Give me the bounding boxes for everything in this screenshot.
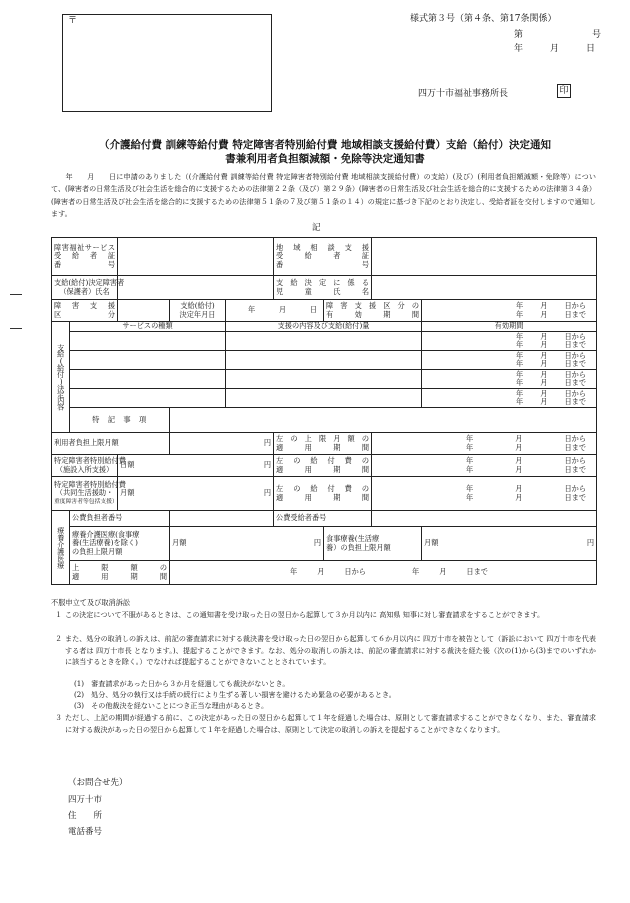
contact-city: 四万十市	[68, 795, 103, 805]
child-field[interactable]	[372, 276, 597, 300]
special-benefit2-field[interactable]: 月額 円	[118, 477, 274, 511]
validity-field[interactable]: 年 月 日から 年 月 日まで	[422, 300, 597, 322]
fold-mark	[10, 294, 22, 295]
medical-side-label: 療養介護医療	[52, 511, 70, 585]
address-box	[62, 14, 272, 112]
medical-limit-label: 療養介護医療(食事療 養(生活療養)を除く) の負担上限月額	[70, 527, 170, 561]
appeal-item-1: １ この決定について不服があるときは、この通知書を受け取った日の翌日から起算して３か月以内に 高知県 知事に対し審査請求をすることができます。	[55, 610, 545, 619]
consult-no-label: 地 域 相 談 支 援 受 給 者 証 番 号	[274, 238, 372, 276]
medical-limit-field[interactable]: 月額 円	[170, 527, 324, 561]
user-burden-label: 利用者負担上限月額	[52, 433, 170, 455]
row-special-benefit-facility	[52, 455, 597, 477]
appeal-heading: 不服申立て及び取消訴訟	[51, 598, 131, 607]
row-support-class	[52, 300, 597, 322]
decided-person-label: 支給(給付)決定障害者 （保護者）氏名	[52, 276, 118, 300]
child-label: 支給決定に係る 児 童 氏 名	[274, 276, 372, 300]
service-type-header: サービスの種類	[70, 322, 226, 332]
service-valid-field[interactable]: 年 月 日から 年 月 日まで	[422, 332, 597, 351]
service-detail-field[interactable]	[226, 332, 422, 351]
decision-content-side-label: 支給(給付)決定内容	[52, 322, 70, 433]
postal-mark: 〒	[68, 16, 78, 26]
service-type-field[interactable]	[70, 370, 226, 389]
appeal-sub-1: (1) 審査請求があった日から３か月を経過しても裁決がないとき。	[74, 679, 290, 688]
public-payer-label: 公費負担者番号	[70, 511, 170, 527]
service-detail-field[interactable]	[226, 370, 422, 389]
row-public-payer	[52, 511, 597, 527]
recipient-no-label: 障害福祉サービス 受 給 者 証 番 号	[52, 238, 118, 276]
service-detail-field[interactable]	[226, 389, 422, 408]
support-class-field[interactable]	[118, 300, 170, 322]
row-service-header	[52, 322, 597, 332]
contact-address-label: 住 所	[68, 811, 103, 821]
service-valid-field[interactable]: 年 月 日から 年 月 日まで	[422, 351, 597, 370]
public-payer-boxes[interactable]	[170, 511, 274, 527]
service-row	[52, 351, 597, 370]
meal-limit-field[interactable]: 月額 円	[422, 527, 597, 561]
issue-day: 日	[586, 44, 596, 54]
service-row	[52, 389, 597, 408]
row-recipient-numbers	[52, 238, 597, 276]
benefit2-period-field[interactable]: 年 月 日から 年 月 日まで	[372, 477, 597, 511]
notes-field[interactable]	[170, 408, 597, 433]
meal-limit-label: 食事療養(生活療 養）の負担上限月額	[324, 527, 422, 561]
recipient-no-boxes[interactable]	[118, 238, 274, 276]
special-benefit2-label: 特定障害者特別給付費 （共同生活援助・ 重度障害者等包括支援）	[52, 477, 118, 511]
row-user-burden	[52, 433, 597, 455]
special-benefit1-field[interactable]: 日額 円	[118, 455, 274, 477]
benefit2-period-label: 左 の 給 付 費 の 適 用 期 間	[274, 477, 372, 511]
benefit1-period-field[interactable]: 年 月 日から 年 月 日まで	[372, 455, 597, 477]
row-names	[52, 276, 597, 300]
fold-mark	[10, 328, 22, 329]
service-row	[52, 370, 597, 389]
form-number: 様式第３号（第４条、第17条関係）	[410, 14, 557, 24]
limit-apply-field[interactable]: 年 月 日から 年 月 日まで	[170, 561, 597, 585]
ki-heading: 記	[312, 223, 321, 233]
service-type-field[interactable]	[70, 351, 226, 370]
user-burden-field[interactable]: 円	[170, 433, 274, 455]
appeal-item-3: ３ ただし、上記の期間が経過する前に、この決定があった日の翌日から起算して１年を経過した場合は、原則として審査請求することができなくなり、また、審査請求に対する裁決があった日の翌日から起算して１年を経過した場合は、原則として決定の取消しの訴えを提起することができなくなります。	[55, 713, 596, 734]
issue-year: 年	[514, 44, 524, 54]
limit-period-label: 左の上限月額の 適 用 期 間	[274, 433, 372, 455]
service-valid-field[interactable]: 年 月 日から 年 月 日まで	[422, 370, 597, 389]
service-detail-header: 支援の内容及び支給(給付)量	[226, 322, 422, 332]
notes-label: 特 記 事 項	[70, 408, 170, 433]
limit-period-field[interactable]: 年 月 日から 年 月 日まで	[372, 433, 597, 455]
benefit1-period-label: 左 の 給 付 費 の 適 用 期 間	[274, 455, 372, 477]
document-title-line1: （介護給付費 訓練等給付費 特定障害者特別給付費 地域相談支援給付費）支給（給付）決定通知	[99, 139, 551, 151]
decided-person-field[interactable]	[118, 276, 274, 300]
service-row	[52, 332, 597, 351]
service-valid-field[interactable]: 年 月 日から 年 月 日まで	[422, 389, 597, 408]
appeal-sub-2: (2) 処分、処分の執行又は手続の続行により生ずる著しい損害を避けるため緊急の必要があるとき。	[74, 690, 396, 699]
validity-label: 障害支援区分の 有 効 期 間	[324, 300, 422, 322]
special-benefit1-label: 特定障害者特別給付費 （施設入所支援）	[52, 455, 118, 477]
document-title-line2: 書兼利用者負担額減額・免除等決定通知書	[225, 153, 425, 165]
public-recipient-boxes[interactable]	[372, 511, 597, 527]
limit-apply-label: 上 限 額 の 適 用 期 間	[70, 561, 170, 585]
appeal-item-2: ２ また、処分の取消しの訴えは、前記の審査請求に対する裁決書を受け取った日の翌日から起算して６か月以内に 四万十市を被告として（訴訟において 四万十市を代表する者は 四万十市長 となります。)、提起することができます。なお、処分の取消しの訴えは、前記の審査請求に対する裁決を経た後（次の(1)から(3)までのいずれかに該当するときを除く。）でなければ提起することができないこととされています。	[55, 634, 596, 666]
contact-phone-label: 電話番号	[68, 827, 103, 837]
service-type-field[interactable]	[70, 332, 226, 351]
decision-table	[51, 237, 597, 585]
row-limit-apply-period	[52, 561, 597, 585]
service-type-field[interactable]	[70, 389, 226, 408]
intro-paragraph: 年 月 日に申請のありました（(介護給付費 訓練等給付費 特定障害者特別給付費 地域相談支援給付費）の支給）(及び）(利用者負担額減額・免除等）について、(障害者の日常生活及び社会生活を総合的に支援するための法律第２２条（及び）第２９条）(障害者の日常生活及び社会生活を総合的に支援するための法律第３４条）(障害者の日常生活及び社会生活を総合的に支援するための法律第５１条の７及び第５１条の１４）の規定に基づき下記のとおり決定し、受給者証を交付しますので通知します。	[51, 172, 596, 219]
row-special-benefit-group	[52, 477, 597, 511]
issue-month: 月	[550, 44, 560, 54]
contact-heading: （お問合せ先）	[68, 778, 128, 788]
decision-date-field[interactable]: 年 月 日	[226, 300, 324, 322]
service-detail-field[interactable]	[226, 351, 422, 370]
issuer-name: 四万十市福祉事務所長	[418, 89, 509, 99]
support-class-label: 障 害 支 援 区 分	[52, 300, 118, 322]
issue-no-suffix: 号	[592, 30, 602, 40]
row-medical-limits	[52, 527, 597, 561]
valid-period-header: 有効期間	[422, 322, 597, 332]
consult-no-boxes[interactable]	[372, 238, 597, 276]
decision-date-label: 支給(給付) 決定年月日	[170, 300, 226, 322]
row-notes	[52, 408, 597, 433]
issue-no-label: 第	[514, 30, 524, 40]
appeal-sub-3: (3) その他裁決を経ないことにつき正当な理由があるとき。	[74, 701, 269, 710]
public-recipient-label: 公費受給者番号	[274, 511, 372, 527]
seal-mark: 印	[557, 84, 571, 98]
